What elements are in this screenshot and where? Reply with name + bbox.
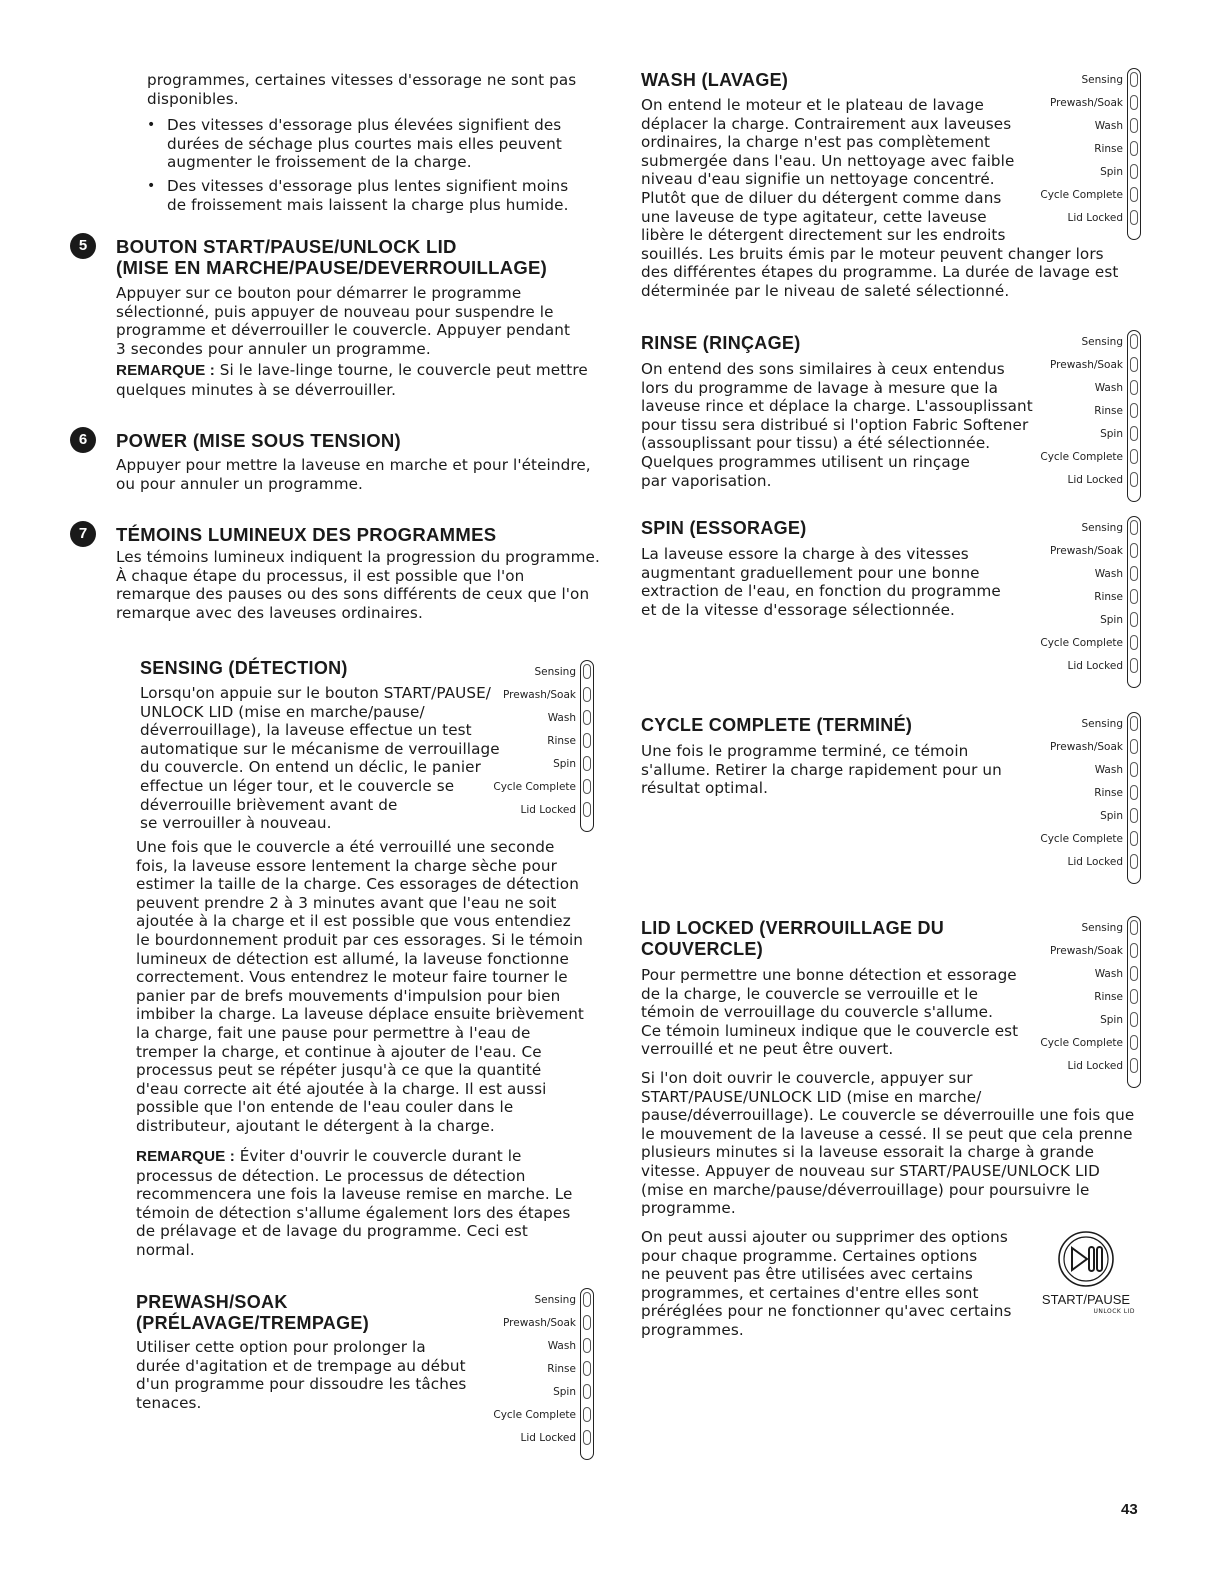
section-number-6: 6 [70,427,96,453]
indicator-light [1130,966,1138,981]
section-body: Appuyer sur ce bouton pour démarrer le programme sélectionné, puis appuyer de nouveau pour suspendre le programme et déverrouiller le couvercle. Appuyer pendant 3 secondes pour annuler un programme. [116,284,571,358]
bullet-item: • Des vitesses d'essorage plus lentes signifient moins de froissement mais laissent la charge plus humide. [147,177,569,214]
indicator-label: Lid Locked [1067,212,1123,224]
indicator-label: Rinse [1094,143,1123,155]
section-body: Les témoins lumineux indiquent la progression du programme. À chaque étape du processus, il est possible que l'on remarque des pauses ou des sons différents de ceux que l'on remarque avec des laveuses ordinaires. [116,548,600,622]
subsection-body: Pour permettre une bonne détection et essorage de la charge, le couvercle se verrouille et le témoin de verrouillage du couvercle s'allume. Ce témoin lumineux indique que le couvercle est verrouillé et ne peut être ouvert. [641,966,1019,1059]
indicator-light [1130,658,1138,673]
indicator-light [1130,762,1138,777]
subsection-title: CYCLE COMPLETE (TERMINÉ) [641,715,913,735]
status-indicator-panel [1011,712,1141,884]
subsection-title: WASH (LAVAGE) [641,70,789,90]
page-number: 43 [1121,1501,1138,1518]
indicator-light [1130,1035,1138,1050]
indicator-label: Lid Locked [1067,1060,1123,1072]
indicator-label: Rinse [547,735,576,747]
indicator-label: Cycle Complete [1040,637,1123,649]
indicator-label: Sensing [534,666,576,678]
indicator-light [1130,739,1138,754]
indicator-label: Rinse [1094,787,1123,799]
status-indicator-panel [1011,916,1141,1088]
indicator-light [1130,1012,1138,1027]
section-title: POWER (MISE SOUS TENSION) [116,430,402,451]
indicator-label: Lid Locked [1067,660,1123,672]
indicator-label: Prewash/Soak [1050,359,1123,371]
indicator-label: Prewash/Soak [1050,741,1123,753]
start-pause-button-illustration [1037,1228,1135,1328]
subsection-body: Utiliser cette option pour prolonger la durée d'agitation et de trempage au début d'un programme pour dissoudre les tâches tenaces. [136,1338,467,1412]
indicator-label: Sensing [1081,922,1123,934]
indicator-light [583,756,591,771]
indicator-label: Sensing [1081,718,1123,730]
indicator-light [1130,334,1138,349]
indicator-label: Sensing [1081,522,1123,534]
note: REMARQUE : Éviter d'ouvrir le couvercle durant le processus de détection. Le processus de détection recommencera une fois la laveuse remise en marche. Le témoin de détection s'allume également lors des étapes de prélavage et de lavage du programme. Ceci est normal. [136,1147,573,1259]
indicator-label: Spin [1100,166,1123,178]
indicator-label: Spin [1100,428,1123,440]
indicator-label: Spin [1100,1014,1123,1026]
status-indicator-panel [1011,330,1141,502]
indicator-label: Prewash/Soak [1050,97,1123,109]
indicator-light [1130,426,1138,441]
indicator-light [1130,920,1138,935]
indicator-light [1130,72,1138,87]
indicator-label: Cycle Complete [1040,833,1123,845]
indicator-label: Wash [1094,764,1123,776]
indicator-light [1130,566,1138,581]
indicator-label: Lid Locked [1067,856,1123,868]
indicator-light [1130,589,1138,604]
indicator-label: Spin [1100,614,1123,626]
indicator-light [1130,380,1138,395]
indicator-label: Wash [1094,568,1123,580]
subsection-body: On entend des sons similaires à ceux entendus lors du programme de lavage à mesure que la laveuse rince et déplace la charge. L'assouplissant pour tissu sera distribué si l'option Fabric Softener (assouplissant pour tissu) a été sélectionnée. Quelques programmes utilisent un rinçage par vaporisation. [641,360,1033,490]
indicator-light [1130,357,1138,372]
indicator-light [1130,210,1138,225]
indicator-light [583,733,591,748]
indicator-label: Wash [547,712,576,724]
subsection-body: Une fois que le couvercle a été verrouillé une seconde fois, la laveuse essore lentement la charge sèche pour estimer la taille de la charge. Ces essorages de détection peuvent prendre 2 à 3 minutes avant que l'eau ne soit ajoutée à la charge et il est possible que vous entendiez le bourdonnement produit par ces essorages. Si le témoin lumineux de détection est allumé, la laveuse fonctionne correctement. Vous entendrez le moteur faire tourner le panier par de brefs mouvements d'impulsion pour bien imbiber la charge. La laveuse déplace ensuite brièvement la charge, fait une pause pour permettre à l'eau de tremper la charge, et continue à ajouter de l'eau. Ce processus peut se répéter jusqu'à ce que la quantité d'eau correcte ait été ajoutée à la charge. Il est aussi possible que l'on entende de l'eau couler dans le distributeur, ajoutant le détergent à la charge. [136,838,584,1135]
start-pause-label: START/PAUSE [1041,1292,1131,1307]
indicator-label: Prewash/Soak [503,1317,576,1329]
bullet-item: • Des vitesses d'essorage plus élevées signifient des durées de séchage plus courtes mais elles peuvent augmenter le froissement de la charge. [147,116,562,172]
status-indicator-panel [1011,516,1141,688]
indicator-label: Rinse [1094,405,1123,417]
status-indicator-panel [464,1288,594,1460]
indicator-light [583,710,591,725]
indicator-label: Lid Locked [520,804,576,816]
indicator-light [1130,141,1138,156]
indicator-light [583,1338,591,1353]
section-title: TÉMOINS LUMINEUX DES PROGRAMMES [116,524,497,545]
unlock-lid-sublabel: UNLOCK LID [1093,1308,1135,1315]
subsection-body: On entend le moteur et le plateau de lavage déplacer la charge. Contrairement aux laveuses ordinaires, la charge n'est pas complètement submergée dans l'eau. Un nettoyage avec faible niveau d'eau signifie un nettoyage concentré. Plutôt que de diluer du détergent comme dans une laveuse de type agitateur, cette laveuse libère le détergent directement sur les endroits souillés. Les bruits émis par le moteur peuvent changer lors des différentes étapes du programme. La durée de lavage est déterminée par le niveau de saleté sélectionné. [641,96,1119,300]
indicator-label: Prewash/Soak [1050,545,1123,557]
subsection-title: SENSING (DÉTECTION) [140,658,348,678]
indicator-light [1130,520,1138,535]
indicator-label: Sensing [1081,74,1123,86]
subsection-title: RINSE (RINÇAGE) [641,333,801,353]
indicator-label: Prewash/Soak [503,689,576,701]
indicator-label: Rinse [547,1363,576,1375]
indicator-label: Wash [1094,120,1123,132]
subsection-body: Si l'on doit ouvrir le couvercle, appuyer sur START/PAUSE/UNLOCK LID (mise en marche/ pause/déverrouillage). Le couvercle se déverrouille une fois que le mouvement de la laveuse a cessé. Il se peut que cela prenne plusieurs minutes si la laveuse essorait la charge à grande vitesse. Appuyer de nouveau sur START/PAUSE/UNLOCK LID (mise en marche/pause/déverrouillage) pour poursuivre le programme. [641,1069,1135,1218]
subsection-title: PREWASH/SOAK (PRÉLAVAGE/TREMPAGE) [136,1292,370,1333]
indicator-light [1130,187,1138,202]
intro-line: programmes, certaines vitesses d'essorage ne sont pas [147,71,577,89]
indicator-light [1130,612,1138,627]
indicator-light [583,1384,591,1399]
indicator-label: Lid Locked [1067,474,1123,486]
section-number-5: 5 [70,233,96,259]
indicator-label: Cycle Complete [1040,1037,1123,1049]
section-body: Appuyer pour mettre la laveuse en marche et pour l'éteindre, ou pour annuler un programme. [116,456,591,493]
indicator-label: Rinse [1094,991,1123,1003]
play-pause-icon [1037,1228,1135,1290]
indicator-light [1130,808,1138,823]
indicator-light [583,802,591,817]
indicator-label: Spin [1100,810,1123,822]
indicator-light [1130,831,1138,846]
indicator-light [1130,95,1138,110]
indicator-light [1130,472,1138,487]
subsection-body: La laveuse essore la charge à des vitesses augmentant graduellement pour une bonne extraction de l'eau, en fonction du programme et de la vitesse d'essorage sélectionnée. [641,545,1001,619]
indicator-light [583,1430,591,1445]
indicator-light [1130,543,1138,558]
intro-text [147,71,576,108]
indicator-light [1130,403,1138,418]
subsection-body: Une fois le programme terminé, ce témoin s'allume. Retirer la charge rapidement pour un résultat optimal. [641,742,1002,798]
indicator-label: Cycle Complete [1040,451,1123,463]
indicator-light [583,664,591,679]
status-indicator-panel [1011,68,1141,240]
indicator-light [583,687,591,702]
indicator-label: Cycle Complete [493,781,576,793]
indicator-label: Wash [1094,382,1123,394]
indicator-light [1130,943,1138,958]
status-indicator-panel [464,660,594,832]
section-number-7: 7 [70,521,96,547]
indicator-light [1130,449,1138,464]
subsection-title: SPIN (ESSORAGE) [641,518,807,538]
indicator-label: Wash [1094,968,1123,980]
indicator-light [1130,854,1138,869]
note: REMARQUE : Si le lave-linge tourne, le couvercle peut mettre quelques minutes à se déverrouiller. [116,361,588,399]
indicator-light [583,1407,591,1422]
indicator-light [583,1292,591,1307]
subsection-title: LID LOCKED (VERROUILLAGE DU COUVERCLE) [641,918,945,959]
subsection-body: Lorsqu'on appuie sur le bouton START/PAUSE/ UNLOCK LID (mise en marche/pause/ déverrouillage), la laveuse effectue un test automatique sur le mécanisme de verrouillage du couvercle. On entend un déclic, le panier effectue un léger tour, et le couvercle se déverrouille brièvement avant de se verrouiller à nouveau. [140,684,500,833]
indicator-light [1130,716,1138,731]
indicator-label: Spin [553,758,576,770]
section-title: BOUTON START/PAUSE/UNLOCK LID (MISE EN MARCHE/PAUSE/DEVERROUILLAGE) [116,236,548,278]
intro-line: disponibles. [147,89,239,108]
indicator-label: Wash [547,1340,576,1352]
indicator-label: Prewash/Soak [1050,945,1123,957]
indicator-label: Sensing [1081,336,1123,348]
indicator-light [1130,164,1138,179]
indicator-label: Spin [553,1386,576,1398]
indicator-label: Lid Locked [520,1432,576,1444]
indicator-light [583,1361,591,1376]
indicator-label: Cycle Complete [493,1409,576,1421]
indicator-label: Sensing [534,1294,576,1306]
indicator-light [1130,635,1138,650]
indicator-light [583,779,591,794]
indicator-light [583,1315,591,1330]
subsection-body: On peut aussi ajouter ou supprimer des options pour chaque programme. Certaines options ne peuvent pas être utilisées avec certains programmes, et certaines d'entre elles sont préréglées pour ne fonctionner qu'avec certains programmes. [641,1228,1012,1339]
indicator-light [1130,989,1138,1004]
indicator-light [1130,785,1138,800]
indicator-light [1130,118,1138,133]
indicator-label: Rinse [1094,591,1123,603]
indicator-label: Cycle Complete [1040,189,1123,201]
